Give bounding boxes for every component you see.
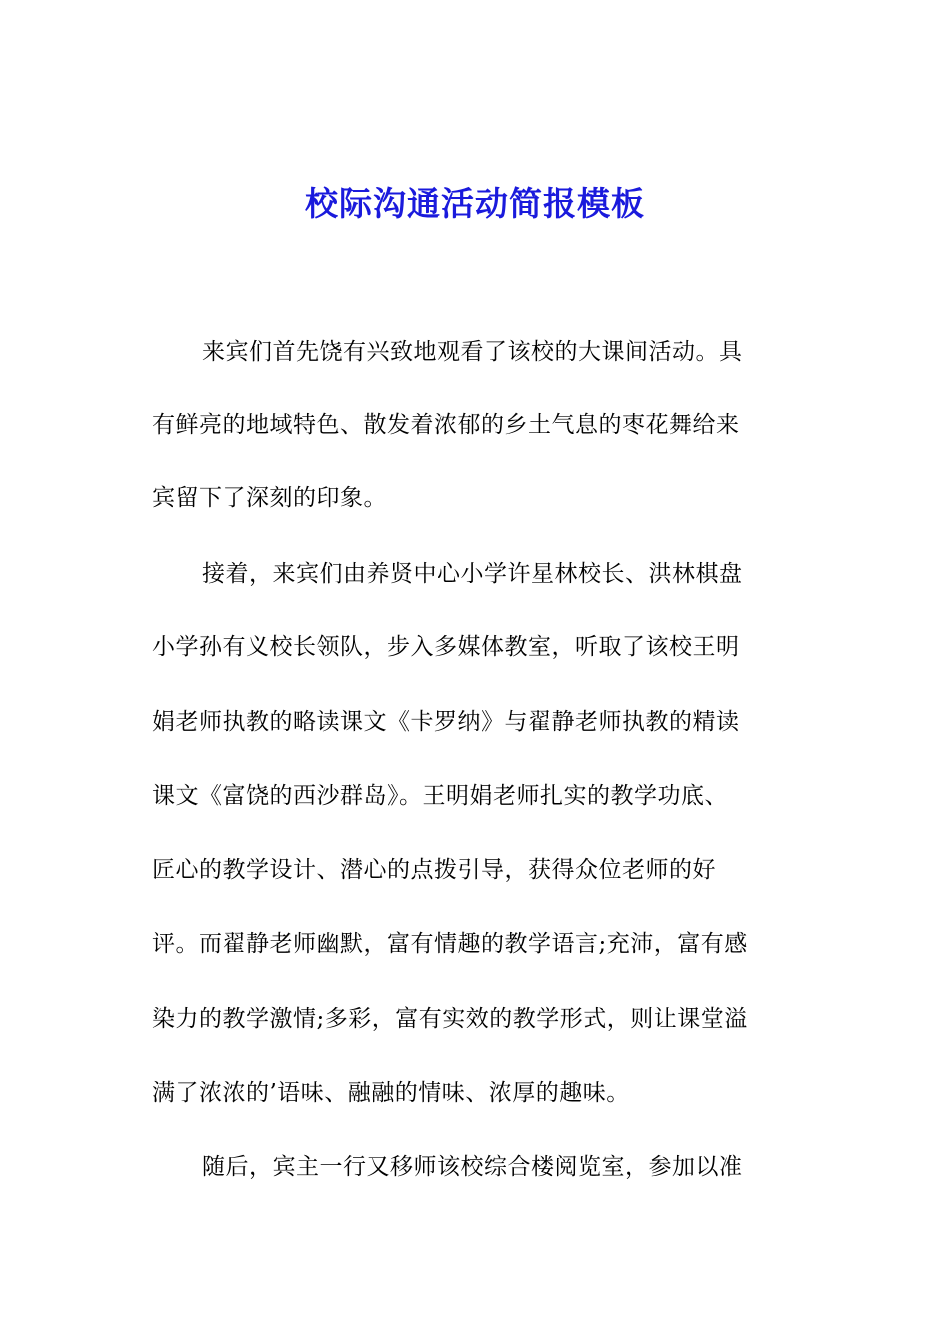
paragraph-2-line-7: 染力的教学激情;多彩，富有实效的教学形式，则让课堂溢	[152, 1006, 748, 1032]
document-title: 校际沟通活动简报模板	[305, 184, 645, 223]
paragraph-2-line-8: 满了浓浓的’语味、融融的情味、浓厚的趣味。	[152, 1080, 630, 1106]
paragraph-2-line-4: 课文《富饶的西沙群岛》。王明娟老师扎实的教学功底、	[152, 783, 728, 809]
paragraph-1-line-3: 宾留下了深刻的印象。	[152, 485, 387, 511]
paragraph-1-line-2: 有鲜亮的地域特色、散发着浓郁的乡土气息的枣花舞给来	[152, 412, 740, 438]
paragraph-2-line-5: 匠心的教学设计、潜心的点拨引导，获得众位老师的好	[152, 857, 716, 883]
paragraph-2-line-6: 评。而翟静老师幽默，富有情趣的教学语言;充沛，富有感	[152, 931, 748, 957]
paragraph-2-line-1: 接着，来宾们由养贤中心小学许星林校长、洪林棋盘	[202, 561, 743, 587]
paragraph-3-line-1: 随后，宾主一行又移师该校综合楼阅览室，参加以准	[202, 1154, 743, 1180]
paragraph-2-line-3: 娟老师执教的略读课文《卡罗纳》与翟静老师执教的精读	[152, 709, 740, 735]
paragraph-1-line-1: 来宾们首先饶有兴致地观看了该校的大课间活动。具	[202, 339, 743, 365]
paragraph-2-line-2: 小学孙有义校长领队，步入多媒体教室，听取了该校王明	[152, 634, 740, 660]
